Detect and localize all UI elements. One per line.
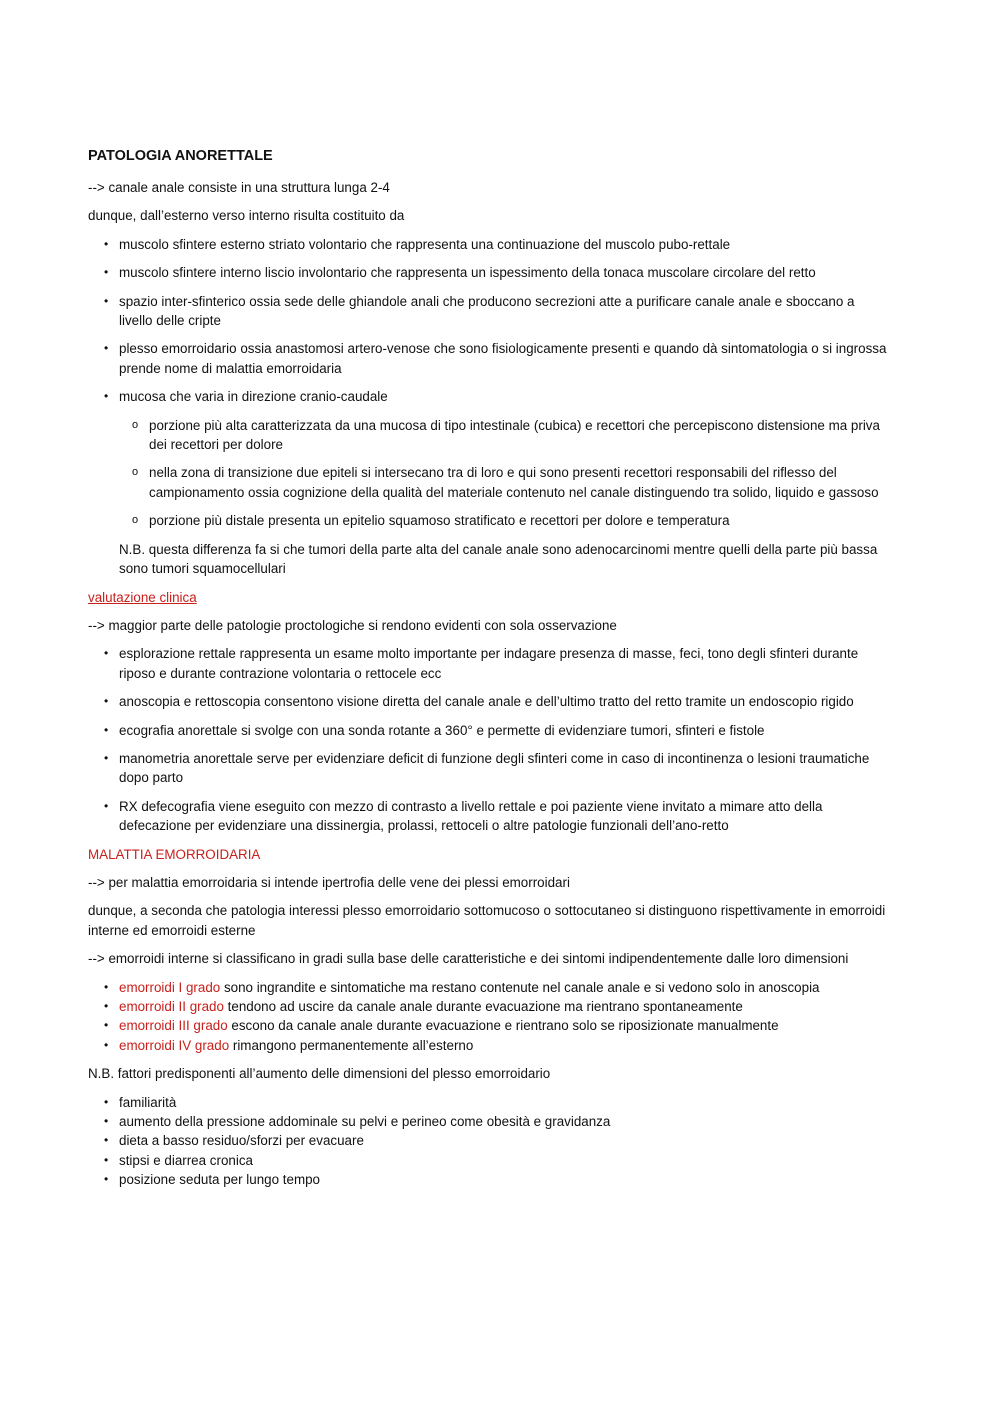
grade-label: emorroidi I grado — [119, 979, 221, 995]
list-item: • stipsi e diarrea cronica — [119, 1151, 888, 1170]
grade-text: escono da canale anale durante evacuazione e rientrano solo se riposizionate manualmente — [227, 1018, 779, 1034]
paragraph: --> emorroidi interne si classificano in gradi sulla base delle caratteristiche e dei sintomi indipendentemente dalle loro dimensioni — [88, 951, 849, 967]
grade-text: sono ingrandite e sintomatiche ma restano contenute nel canale anale e si vedono solo in anoscopia — [220, 979, 820, 995]
grade-label: emorroidi II grado — [119, 999, 224, 1014]
list-item: • familiarità — [119, 1093, 888, 1112]
section-intro: --> maggior parte delle patologie proctologiche si rendono evidenti con sola osservazione — [88, 617, 617, 633]
sublist-item: o porzione più distale presenta un epitelio squamoso stratificato e recettori per dolore e temperatura — [149, 511, 888, 530]
paragraph: dunque, a seconda che patologia interessi plesso emorroidario sottomucoso o sottocutaneo si distinguono rispettivamente in emorroidi interne ed emorroidi esterne — [88, 903, 886, 938]
mucosa-sublist — [119, 416, 888, 531]
list-item: • spazio inter-sfinterico ossia sede delle ghiandole anali che producono secrezioni atte a purificare canale anale e sboccano a livello delle cripte — [119, 292, 888, 331]
section-heading-emorroidi: MALATTIA EMORROIDARIA — [88, 846, 261, 862]
list-item: • dieta a basso residuo/sforzi per evacuare — [119, 1131, 888, 1150]
list-item: • ecografia anorettale si svolge con una sonda rotante a 360° e permette di evidenziare tumori, sfinteri e fistole — [119, 721, 888, 740]
document-page — [88, 146, 888, 1199]
nb-note: N.B. fattori predisponenti all’aumento delle dimensioni del plesso emorroidario — [88, 1066, 551, 1082]
grade-item — [119, 1036, 888, 1055]
list-item: • aumento della pressione addominale su pelvi e perineo come obesità e gravidanza — [119, 1112, 888, 1131]
list-item-text: mucosa che varia in direzione cranio-caudale — [119, 389, 388, 405]
grade-label: emorroidi III grado — [119, 1018, 228, 1034]
list-item: • manometria anorettale serve per evidenziare deficit di funzione degli sfinteri come in caso di incontinenza o lesioni traumatiche dopo parto — [119, 749, 888, 788]
list-item: • RX defecografia viene eseguito con mezzo di contrasto a livello rettale e poi paziente viene invitato a mimare atto della defecazione per evidenziare una dissinergia, prolassi, rettoceli o altre patologie funzionali dell’ano-retto — [119, 797, 888, 836]
list-item: • posizione seduta per lungo tempo — [119, 1170, 888, 1189]
factors-list — [88, 1093, 888, 1190]
grade-item — [119, 978, 888, 997]
intro-line: --> canale anale consiste in una struttura lunga 2-4 — [88, 180, 390, 195]
section-heading-valutazione: valutazione clinica — [88, 589, 197, 605]
paragraph: --> per malattia emorroidaria si intende ipertrofia delle vene dei plessi emorroidari — [88, 874, 570, 890]
grade-text: rimangono permanentemente all’esterno — [229, 1037, 474, 1053]
list-item-mucosa — [119, 387, 888, 530]
intro-line: dunque, dall’esterno verso interno risulta costituito da — [88, 208, 405, 224]
list-item: • anoscopia e rettoscopia consentono visione diretta del canale anale e dell’ultimo tratto del retto tramite un endoscopio rigido — [119, 692, 888, 711]
grade-text: tendono ad uscire da canale anale durante evacuazione ma rientrano spontaneamente — [223, 999, 743, 1014]
list-item: • muscolo sfintere interno liscio involontario che rappresenta un ispessimento della tonaca muscolare circolare del retto — [119, 263, 888, 282]
structure-list — [88, 235, 888, 531]
nb-note: N.B. questa differenza fa si che tumori della parte alta del canale anale sono adenocarcinomi mentre quelli della parte più bassa sono tumori squamocellulari — [119, 541, 878, 577]
grade-item — [119, 997, 888, 1016]
grade-label: emorroidi IV grado — [119, 1037, 230, 1053]
list-item: • esplorazione rettale rappresenta un esame molto importante per indagare presenza di masse, feci, tono degli sfinteri durante riposo e durante contrazione volontaria o rettocele ecc — [119, 644, 888, 683]
grades-list — [88, 978, 888, 1056]
sublist-item: o nella zona di transizione due epiteli si intersecano tra di loro e qui sono presenti recettori responsabili del riflesso del campionamento ossia cognizione della qualità del materiale contenuto nel canale distinguendo tra solido, liquido e gassoso — [149, 463, 888, 502]
list-item: • muscolo sfintere esterno striato volontario che rappresenta una continuazione del muscolo pubo-rettale — [119, 235, 888, 254]
list-item: • plesso emorroidario ossia anastomosi artero-venose che sono fisiologicamente presenti e quando dà sintomatologia o si ingrossa prende nome di malattia emorroidaria — [119, 339, 888, 378]
sublist-item: o porzione più alta caratterizzata da una mucosa di tipo intestinale (cubica) e recettori che percepiscono distensione ma priva dei recettori per dolore — [149, 416, 888, 455]
grade-item — [119, 1016, 888, 1035]
document-title: PATOLOGIA ANORETTALE — [88, 148, 273, 164]
valutazione-list — [88, 644, 888, 835]
